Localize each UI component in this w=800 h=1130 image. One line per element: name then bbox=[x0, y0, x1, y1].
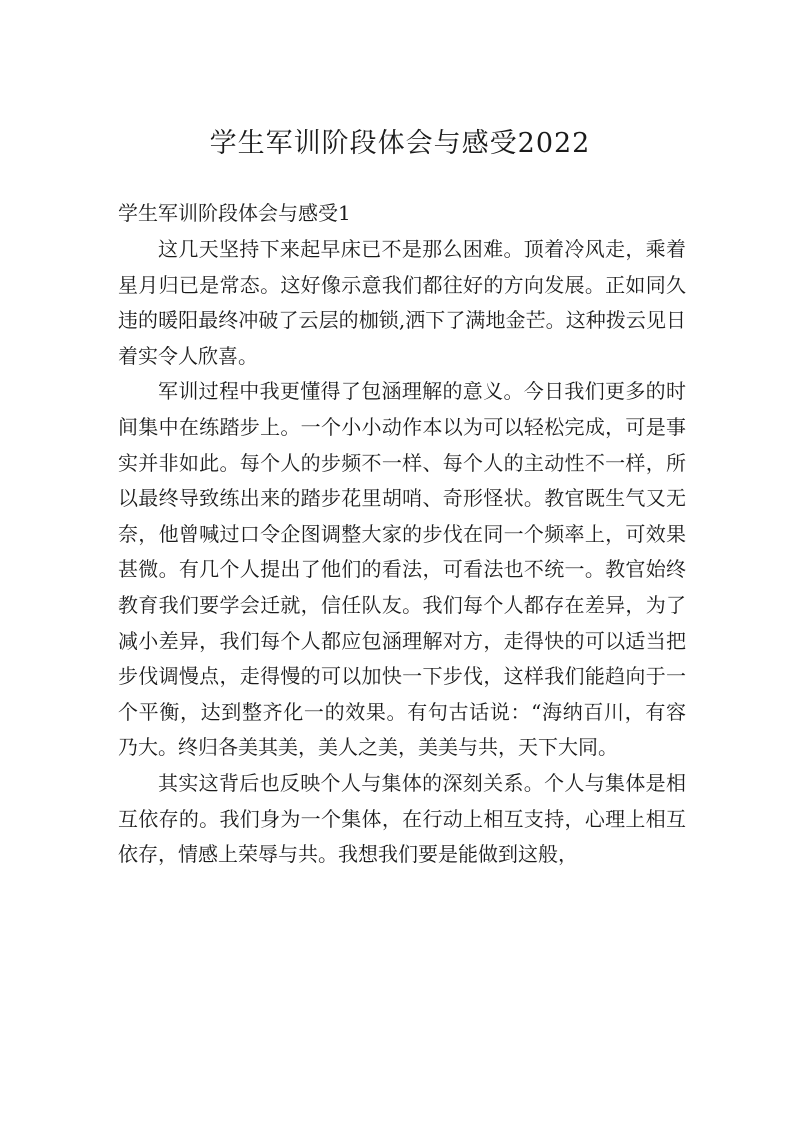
section-heading: 学生军训阶段体会与感受1 bbox=[118, 201, 351, 225]
paragraph-1: 这几天坚持下来起早床已不是那么困难。顶着冷风走，乘着星月归已是常态。这好像示意我们都往好的方向发展。正如同久违的暖阳最终冲破了云层的枷锁,洒下了满地金芒。这种拨云见日着实令人欣喜。 bbox=[118, 237, 686, 368]
document-title: 学生军训阶段体会与感受2022 bbox=[209, 128, 591, 159]
paragraph-3: 其实这背后也反映个人与集体的深刻关系。个人与集体是相互依存的。我们身为一个集体，在行动上相互支持，心理上相互依存，情感上荣辱与共。我想我们要是能做到这般， bbox=[118, 770, 686, 867]
body-text bbox=[118, 232, 686, 873]
paragraph-2: 军训过程中我更懂得了包涵理解的意义。今日我们更多的时间集中在练踏步上。一个小小动作本以为可以轻松完成，可是事实并非如此。每个人的步频不一样、每个人的主动性不一样，所以最终导致练出来的踏步花里胡哨、奇形怪状。教官既生气又无奈，他曾喊过口令企图调整大家的步伐在同一个频率上，可效果甚微。有几个人提出了他们的看法，可看法也不统一。教官始终教育我们要学会迁就，信任队友。我们每个人都存在差异，为了减小差异，我们每个人都应包涵理解对方，走得快的可以适当把步伐调慢点，走得慢的可以加快一下步伐，这样我们能趋向于一个平衡，达到整齐化一的效果。有句古话说：“海纳百川，有容乃大。终归各美其美，美人之美，美美与共，天下大同。 bbox=[118, 379, 686, 760]
